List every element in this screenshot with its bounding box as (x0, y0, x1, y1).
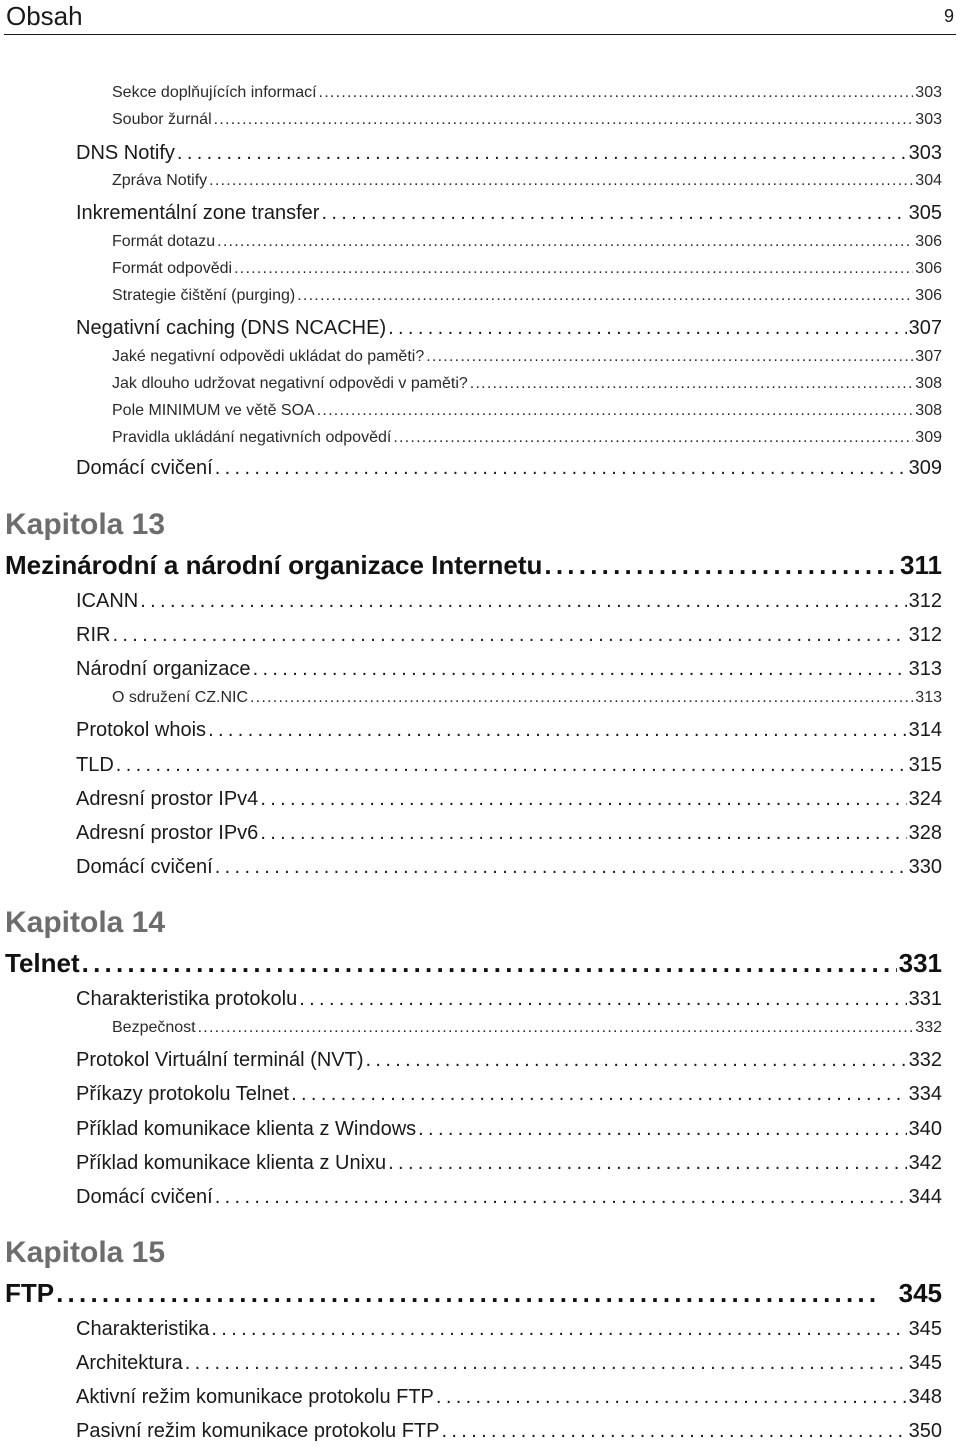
dot-leader (319, 84, 914, 102)
toc-section-entry[interactable] (76, 590, 942, 613)
toc-section-entry[interactable] (76, 658, 942, 681)
toc-section-entry[interactable] (76, 719, 942, 742)
toc-subsection-entry[interactable] (112, 375, 942, 393)
dot-leader (393, 429, 913, 447)
toc-entry-page: 331 (898, 948, 942, 978)
toc-section-entry[interactable] (76, 856, 942, 879)
toc-entry-title: Mezinárodní a národní organizace Internetu (5, 550, 543, 580)
chapter-label: Kapitola 13 (5, 508, 166, 541)
toc-entry-page: 303 (915, 111, 942, 128)
toc-entry-page: 311 (900, 550, 942, 580)
toc-entry-title: Formát odpovědi (112, 260, 233, 277)
toc-section-entry[interactable] (76, 1049, 942, 1072)
dot-leader (234, 260, 913, 278)
dot-leader (260, 788, 906, 811)
dot-leader (185, 1352, 907, 1375)
dot-leader (208, 719, 907, 742)
toc-entry-page: 306 (915, 287, 942, 304)
dot-leader (116, 754, 907, 777)
toc-entry-title: Inkrementální zone transfer (76, 202, 320, 224)
dot-leader (299, 988, 906, 1011)
toc-subsection-entry[interactable] (112, 84, 942, 102)
dot-leader (215, 1186, 907, 1209)
dot-leader (366, 1049, 907, 1072)
toc-subsection-entry[interactable] (112, 287, 942, 305)
toc-entry-title: Adresní prostor IPv4 (76, 788, 259, 810)
toc-section-entry[interactable] (76, 788, 942, 811)
toc-entry-page: 313 (915, 689, 942, 706)
dot-leader (291, 1083, 907, 1106)
toc-entry-title: DNS Notify (76, 142, 175, 164)
toc-section-entry[interactable] (76, 457, 942, 480)
toc-entry-page: 312 (908, 590, 942, 612)
toc-section-entry[interactable] (76, 1420, 942, 1443)
dot-leader (211, 1318, 906, 1341)
page-number: 9 (943, 6, 954, 26)
toc-subsection-entry[interactable] (112, 172, 942, 190)
toc-entry-title: Pravidla ukládání negativních odpovědí (112, 429, 392, 446)
page-title: Obsah (6, 1, 83, 31)
toc-section-entry[interactable] (76, 754, 942, 777)
dot-leader (112, 624, 906, 647)
toc-entry-title: Jak dlouho udržovat negativní odpovědi v paměti? (112, 375, 468, 392)
toc-entry-title: O sdružení CZ.NIC (112, 689, 249, 706)
toc-entry-page: 344 (908, 1186, 942, 1208)
toc-entry-page: 304 (915, 172, 942, 189)
dot-leader (260, 822, 906, 845)
toc-entry-page: 303 (908, 142, 942, 164)
toc-subsection-entry[interactable] (112, 1019, 942, 1037)
toc-section-entry[interactable] (76, 1186, 942, 1209)
toc-entry-page: 331 (908, 988, 942, 1010)
chapter-title-entry[interactable] (5, 1278, 942, 1309)
toc-entry-title: Pasivní režim komunikace protokolu FTP (76, 1420, 440, 1442)
dot-leader (215, 856, 907, 879)
toc-entry-page: 307 (915, 348, 942, 365)
toc-section-entry[interactable] (76, 988, 942, 1011)
toc-subsection-entry[interactable] (112, 111, 942, 129)
toc-entry-title: Bezpečnost (112, 1019, 196, 1036)
toc-entry-title: Formát dotazu (112, 233, 216, 250)
toc-entry-page: 332 (915, 1019, 942, 1036)
toc-entry-page: 306 (915, 233, 942, 250)
toc-entry-page: 306 (915, 260, 942, 277)
dot-leader (140, 590, 906, 613)
toc-section-entry[interactable] (76, 1352, 942, 1375)
toc-subsection-entry[interactable] (112, 429, 942, 447)
toc-entry-title: Národní organizace (76, 658, 251, 680)
dot-leader (214, 111, 914, 129)
chapter-title-entry[interactable] (5, 550, 942, 581)
toc-entry-title: Domácí cvičení (76, 457, 213, 479)
chapter-title-entry[interactable] (5, 948, 942, 979)
dot-leader (217, 233, 913, 251)
toc-entry-page: 308 (915, 375, 942, 392)
toc-entry-page: 309 (915, 429, 942, 446)
toc-subsection-entry[interactable] (112, 689, 942, 707)
toc-entry-title: Negativní caching (DNS NCACHE) (76, 317, 387, 339)
dot-leader (198, 1019, 914, 1037)
toc-entry-page: 303 (915, 84, 942, 101)
toc-section-entry[interactable] (76, 624, 942, 647)
toc-entry-page: 328 (908, 822, 942, 844)
toc-section-entry[interactable] (76, 202, 942, 225)
toc-section-entry[interactable] (76, 1083, 942, 1106)
toc-entry-page: 315 (908, 754, 942, 776)
toc-entry-title: Protokol whois (76, 719, 207, 741)
toc-section-entry[interactable] (76, 1318, 942, 1341)
toc-subsection-entry[interactable] (112, 233, 942, 251)
dot-leader (418, 1118, 906, 1141)
toc-section-entry[interactable] (76, 1118, 942, 1141)
dot-leader (297, 287, 913, 305)
toc-entry-page: 309 (908, 457, 942, 479)
dot-leader (441, 1420, 906, 1443)
toc-entry-title: ICANN (76, 590, 139, 612)
toc-entry-title: Architektura (76, 1352, 183, 1374)
toc-section-entry[interactable] (76, 317, 942, 340)
chapter-label: Kapitola 15 (5, 1236, 166, 1269)
dot-leader (56, 1278, 897, 1309)
toc-entry-title: Charakteristika protokolu (76, 988, 298, 1010)
dot-leader (253, 658, 907, 681)
toc-entry-title: TLD (76, 754, 114, 776)
toc-subsection-entry[interactable] (112, 260, 942, 278)
toc-entry-page: 345 (908, 1352, 942, 1374)
toc-section-entry[interactable] (76, 1152, 942, 1175)
toc-entry-page: 348 (908, 1386, 942, 1408)
dot-leader (215, 457, 907, 480)
dot-leader (209, 172, 913, 190)
toc-entry-title: Protokol Virtuální terminál (NVT) (76, 1049, 364, 1071)
toc-entry-title: Příklad komunikace klienta z Windows (76, 1118, 417, 1140)
toc-section-entry[interactable] (76, 822, 942, 845)
dot-leader (470, 375, 914, 393)
toc-entry-title: Adresní prostor IPv6 (76, 822, 259, 844)
toc-section-entry[interactable] (76, 1386, 942, 1409)
toc-entry-title: Strategie čištění (purging) (112, 287, 296, 304)
toc-entry-title: Charakteristika (76, 1318, 210, 1340)
dot-leader (321, 202, 906, 225)
dot-leader (388, 1152, 906, 1175)
toc-entry-title: Příklad komunikace klienta z Unixu (76, 1152, 387, 1174)
toc-entry-title: RIR (76, 624, 111, 646)
chapter-label: Kapitola 14 (5, 906, 166, 939)
toc-entry-title: Soubor žurnál (112, 111, 212, 128)
toc-entry-page: 305 (908, 202, 942, 224)
dot-leader (82, 948, 897, 979)
toc-entry-title: FTP (5, 1278, 55, 1308)
toc-entry-page: 313 (908, 658, 942, 680)
dot-leader (250, 689, 913, 707)
dot-leader (436, 1386, 907, 1409)
toc-subsection-entry[interactable] (112, 348, 942, 366)
toc-entry-title: Domácí cvičení (76, 856, 213, 878)
toc-entry-title: Aktivní režim komunikace protokolu FTP (76, 1386, 434, 1408)
toc-entry-page: 334 (908, 1083, 942, 1105)
dot-leader (426, 348, 913, 366)
dot-leader (388, 317, 907, 340)
toc-entry-page: 312 (908, 624, 942, 646)
toc-entry-page: 314 (908, 719, 942, 741)
toc-entry-title: Příkazy protokolu Telnet (76, 1083, 290, 1105)
toc-entry-title: Telnet (5, 948, 80, 978)
toc-subsection-entry[interactable] (112, 402, 942, 420)
toc-entry-title: Zpráva Notify (112, 172, 208, 189)
toc-entry-page: 340 (908, 1118, 942, 1140)
toc-entry-page: 307 (908, 317, 942, 339)
toc-section-entry[interactable] (76, 142, 942, 165)
toc-entry-page: 342 (908, 1152, 942, 1174)
toc-entry-page: 330 (908, 856, 942, 878)
toc-entry-page: 332 (908, 1049, 942, 1071)
toc-entry-page: 324 (908, 788, 942, 810)
toc-entry-title: Pole MINIMUM ve větě SOA (112, 402, 315, 419)
toc-entry-page: 350 (908, 1420, 942, 1442)
toc-entry-title: Domácí cvičení (76, 1186, 213, 1208)
dot-leader (177, 142, 907, 165)
toc-entry-title: Jaké negativní odpovědi ukládat do paměti? (112, 348, 425, 365)
dot-leader (544, 550, 898, 581)
toc-entry-page: 345 (908, 1318, 942, 1340)
toc-entry-page: 345 (898, 1278, 942, 1308)
toc-entry-title: Sekce doplňujících informací (112, 84, 317, 101)
toc-entry-page: 308 (915, 402, 942, 419)
dot-leader (317, 402, 914, 420)
